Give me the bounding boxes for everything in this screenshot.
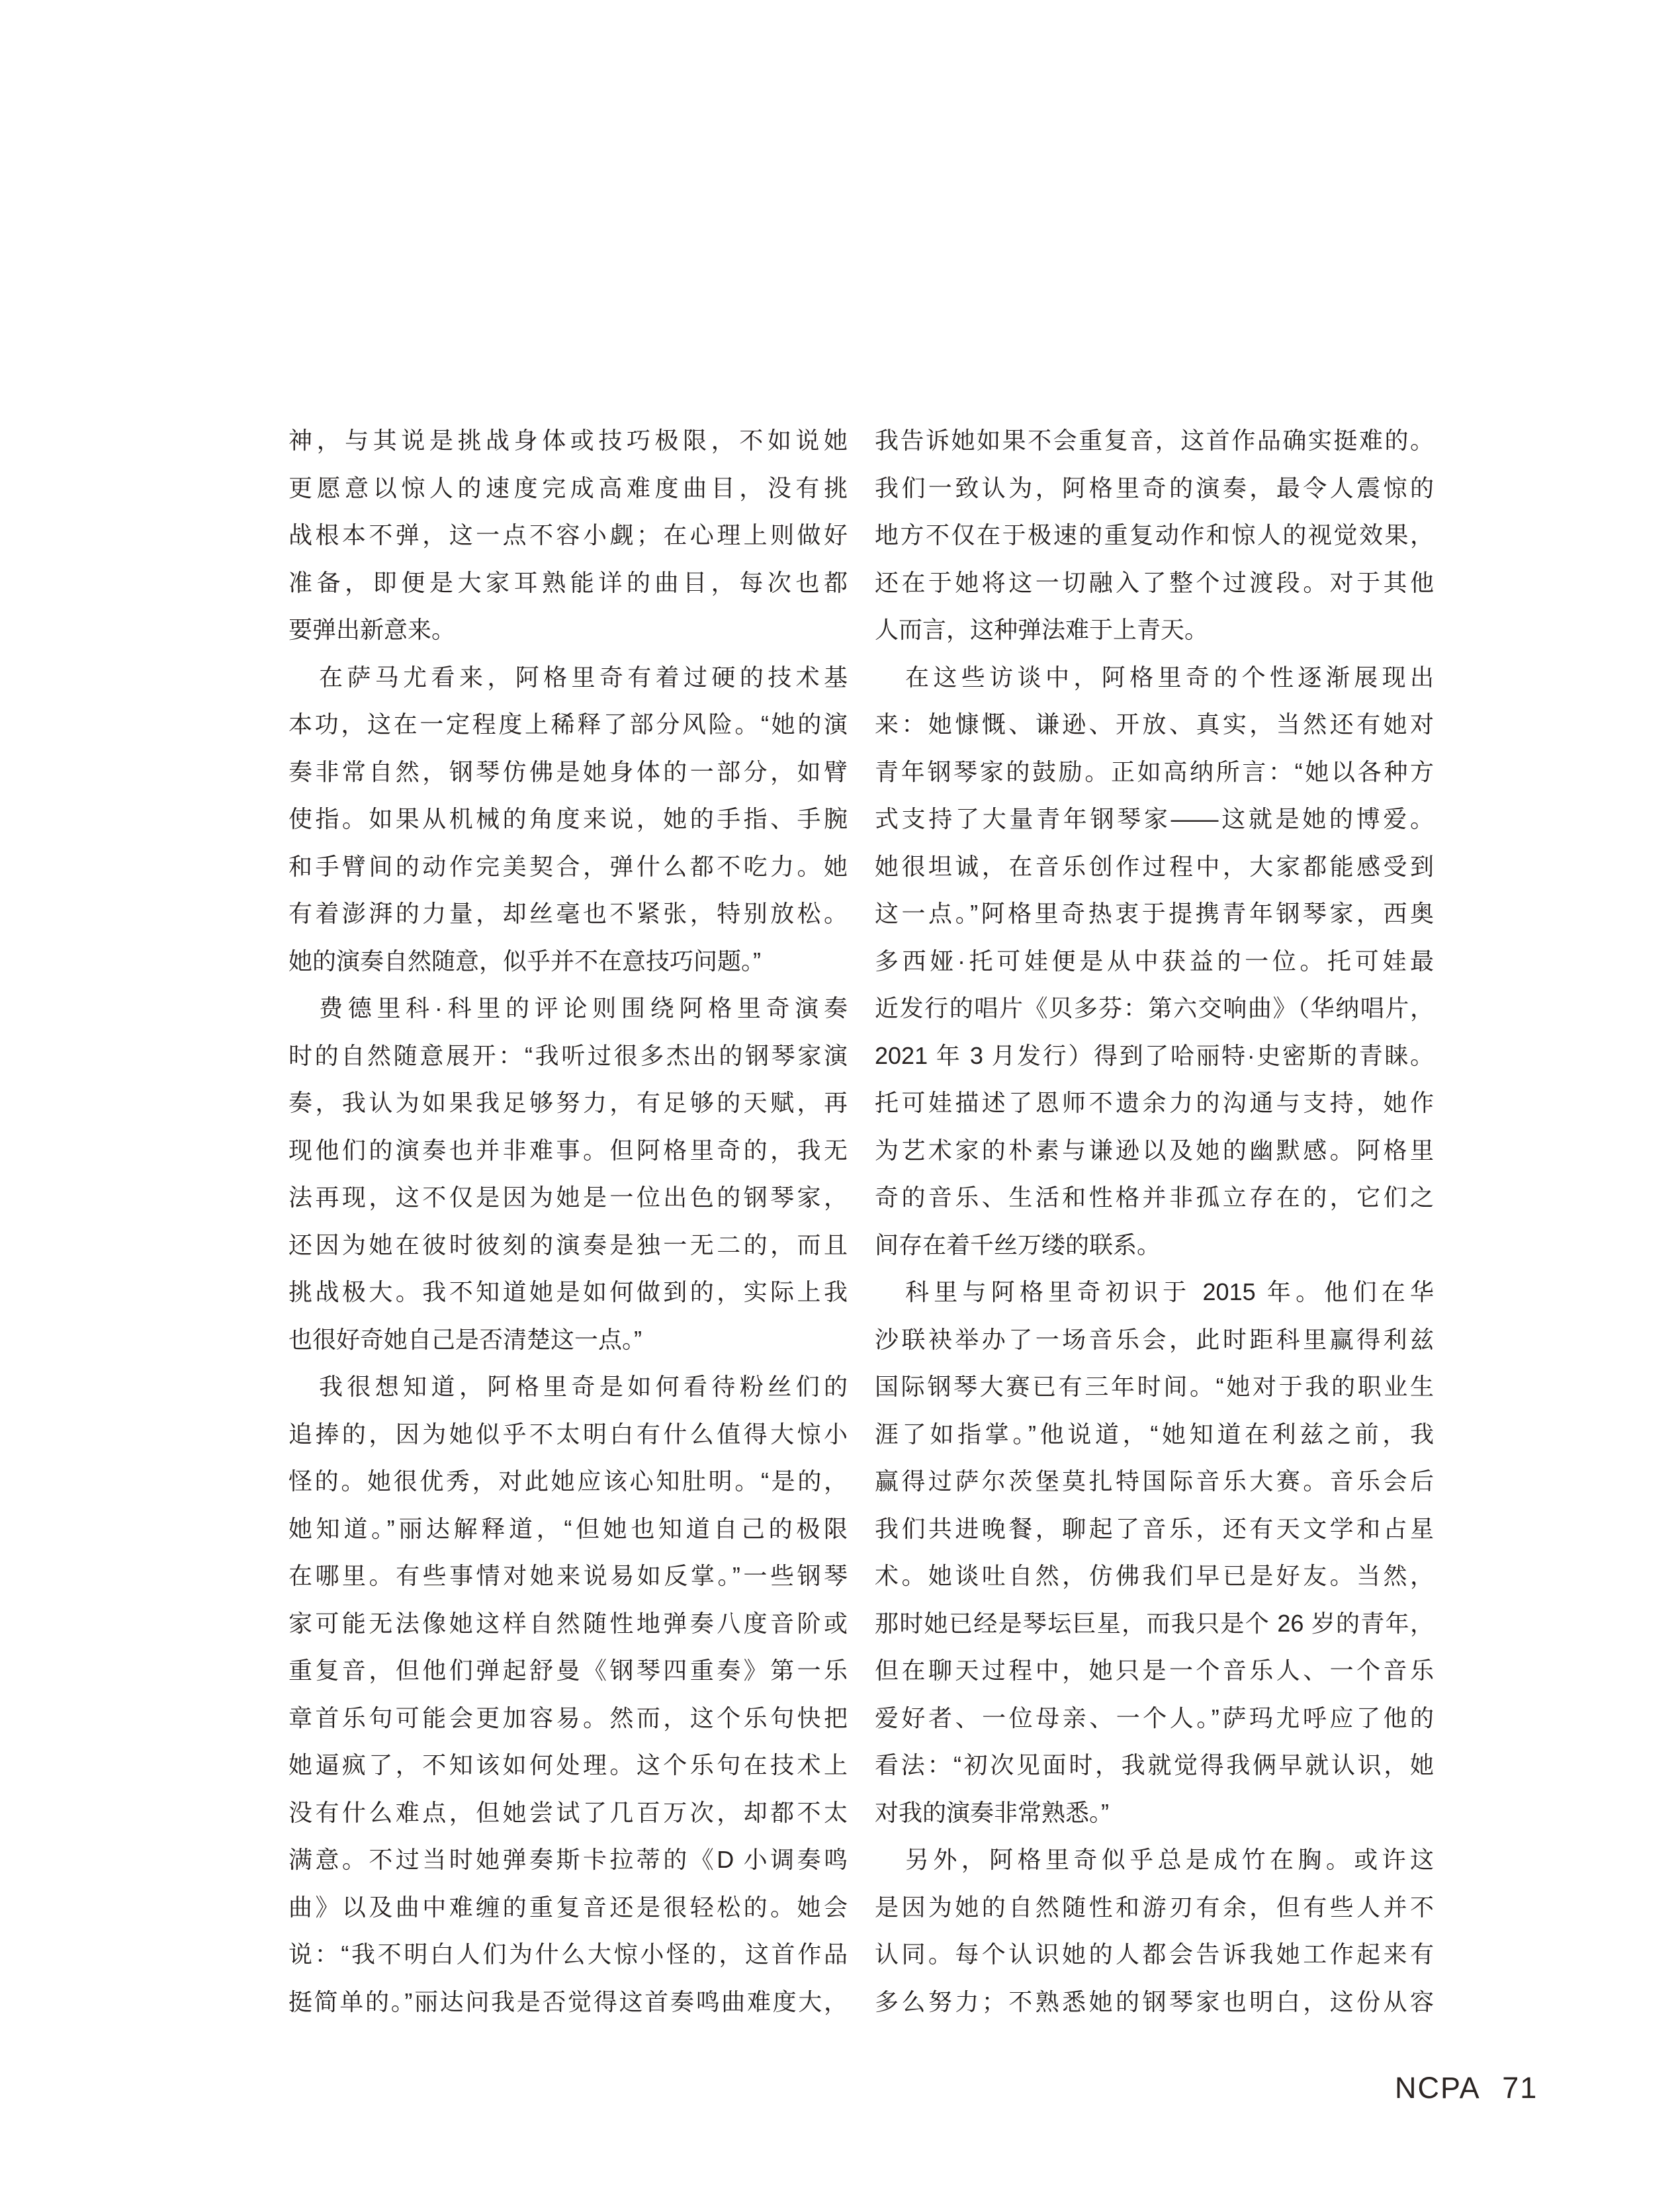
text-line: 没有什么难点，但她尝试了几百万次，却都不太 (288, 1798, 848, 1826)
text-line: 为艺术家的朴素与谦逊以及她的幽默感。阿格里 (875, 1136, 1434, 1164)
text-line: 奏，我认为如果我足够努力，有足够的天赋，再 (288, 1089, 848, 1116)
journal-name: NCPA (1395, 2071, 1481, 2105)
text-line: 奇的音乐、生活和性格并非孤立存在的，它们之 (875, 1184, 1434, 1211)
text-line: 我们一致认为，阿格里奇的演奏，最令人震惊的 (875, 474, 1434, 502)
text-line: 2021 年 3 月发行）得到了哈丽特·史密斯的青睐。 (875, 1041, 1434, 1069)
text-line: 在萨马尤看来，阿格里奇有着过硬的技术基 (319, 663, 848, 691)
text-line: 沙联袂举办了一场音乐会，此时距科里赢得利兹 (875, 1325, 1434, 1353)
text-line: 准备，即便是大家耳熟能详的曲目，每次也都 (288, 568, 848, 596)
text-line: 但在聊天过程中，她只是一个音乐人、一个音乐 (875, 1657, 1434, 1684)
text-line: 满意。不过当时她弹奏斯卡拉蒂的《D 小调奏鸣 (288, 1846, 848, 1873)
text-line: 术。她谈吐自然，仿佛我们早已是好友。当然， (875, 1562, 1434, 1589)
text-line: 多西娅·托可娃便是从中获益的一位。托可娃最 (875, 947, 1434, 975)
text-line: 更愿意以惊人的速度完成高难度曲目，没有挑 (288, 474, 848, 502)
text-line: 法再现，这不仅是因为她是一位出色的钢琴家， (288, 1184, 848, 1211)
text-line: 说：“我不明白人们为什么大惊小怪的，这首作品 (288, 1941, 848, 1968)
text-line: 科里与阿格里奇初识于 2015 年。他们在华 (905, 1278, 1434, 1305)
text-line: 人而言，这种弹法难于上青天。 (875, 616, 1209, 643)
text-line: 是因为她的自然随性和游刃有余，但有些人并不 (875, 1893, 1434, 1921)
text-line: 怪的。她很优秀，对此她应该心知肚明。“是的， (288, 1467, 848, 1495)
page-number: 71 (1502, 2071, 1538, 2105)
text-line: 看法：“初次见面时，我就觉得我俩早就认识，她 (875, 1751, 1434, 1778)
text-line: 多么努力；不熟悉她的钢琴家也明白，这份从容 (875, 1988, 1434, 2015)
text-line: 章首乐句可能会更加容易。然而，这个乐句快把 (288, 1704, 848, 1731)
text-line: 挑战极大。我不知道她是如何做到的，实际上我 (288, 1278, 848, 1305)
text-line: 本功，这在一定程度上稀释了部分风险。“她的演 (288, 711, 848, 738)
text-line: 现他们的演奏也并非难事。但阿格里奇的，我无 (288, 1136, 848, 1164)
article-column-right (875, 417, 1434, 2025)
text-line: 追捧的，因为她似乎不太明白有什么值得大惊小 (288, 1420, 848, 1448)
text-line: 费德里科·科里的评论则围绕阿格里奇演奏 (319, 994, 848, 1022)
text-line: 间存在着千丝万缕的联系。 (875, 1231, 1161, 1258)
text-line: 重复音，但他们弹起舒曼《钢琴四重奏》第一乐 (288, 1657, 848, 1684)
text-line: 神，与其说是挑战身体或技巧极限，不如说她 (288, 427, 848, 454)
text-line: 她逼疯了，不知该如何处理。这个乐句在技术上 (288, 1751, 848, 1778)
text-line: 来：她慷慨、谦逊、开放、真实，当然还有她对 (875, 711, 1434, 738)
text-line: 在哪里。有些事情对她来说易如反掌。”一些钢琴 (288, 1562, 848, 1589)
text-line: 我告诉她如果不会重复音，这首作品确实挺难的。 (875, 427, 1434, 454)
text-line: 认同。每个认识她的人都会告诉我她工作起来有 (875, 1941, 1434, 1968)
text-line: 还在于她将这一切融入了整个过渡段。对于其他 (875, 568, 1434, 596)
page-footer (1395, 2071, 1538, 2105)
text-line: 她的演奏自然随意，似乎并不在意技巧问题。” (288, 947, 761, 975)
text-line: 青年钢琴家的鼓励。正如高纳所言：“她以各种方 (875, 758, 1434, 785)
text-line: 战根本不弹，这一点不容小觑；在心理上则做好 (288, 521, 848, 548)
text-line: 使指。如果从机械的角度来说，她的手指、手腕 (288, 805, 848, 832)
text-line: 地方不仅在于极速的重复动作和惊人的视觉效果， (875, 521, 1434, 548)
text-line: 式支持了大量青年钢琴家——这就是她的博爱。 (875, 805, 1434, 832)
text-line: 家可能无法像她这样自然随性地弹奏八度音阶或 (288, 1609, 848, 1637)
text-line: 近发行的唱片《贝多芬：第六交响曲》（华纳唱片， (875, 994, 1434, 1022)
text-line: 我很想知道，阿格里奇是如何看待粉丝们的 (319, 1373, 848, 1400)
text-line: 爱好者、一位母亲、一个人。”萨玛尤呼应了他的 (875, 1704, 1434, 1731)
text-line: 这一点。”阿格里奇热衷于提携青年钢琴家，西奥 (875, 900, 1434, 927)
text-line: 挺简单的。”丽达问我是否觉得这首奏鸣曲难度大， (288, 1988, 848, 2015)
text-line: 对我的演奏非常熟悉。” (875, 1798, 1109, 1826)
text-line: 那时她已经是琴坛巨星，而我只是个 26 岁的青年， (875, 1609, 1434, 1637)
text-line: 另外，阿格里奇似乎总是成竹在胸。或许这 (905, 1846, 1434, 1873)
text-line: 她很坦诚，在音乐创作过程中，大家都能感受到 (875, 852, 1434, 880)
article-column-left (288, 417, 848, 2025)
text-line: 她知道。”丽达解释道，“但她也知道自己的极限 (288, 1514, 848, 1542)
text-line: 和手臂间的动作完美契合，弹什么都不吃力。她 (288, 852, 848, 880)
text-line: 奏非常自然，钢琴仿佛是她身体的一部分，如臂 (288, 758, 848, 785)
text-line: 有着澎湃的力量，却丝毫也不紧张，特别放松。 (288, 900, 848, 927)
text-line: 也很好奇她自己是否清楚这一点。” (288, 1325, 642, 1353)
text-line: 还因为她在彼时彼刻的演奏是独一无二的，而且 (288, 1231, 848, 1258)
text-line: 曲》以及曲中难缠的重复音还是很轻松的。她会 (288, 1893, 848, 1921)
text-line: 要弹出新意来。 (288, 616, 456, 643)
text-line: 我们共进晚餐，聊起了音乐，还有天文学和占星 (875, 1514, 1434, 1542)
text-line: 涯了如指掌。”他说道，“她知道在利兹之前，我 (875, 1420, 1434, 1448)
text-line: 赢得过萨尔茨堡莫扎特国际音乐大赛。音乐会后 (875, 1467, 1434, 1495)
text-line: 托可娃描述了恩师不遗余力的沟通与支持，她作 (875, 1089, 1434, 1116)
text-line: 时的自然随意展开：“我听过很多杰出的钢琴家演 (288, 1041, 848, 1069)
text-line: 国际钢琴大赛已有三年时间。“她对于我的职业生 (875, 1373, 1434, 1400)
text-line: 在这些访谈中，阿格里奇的个性逐渐展现出 (905, 663, 1434, 691)
